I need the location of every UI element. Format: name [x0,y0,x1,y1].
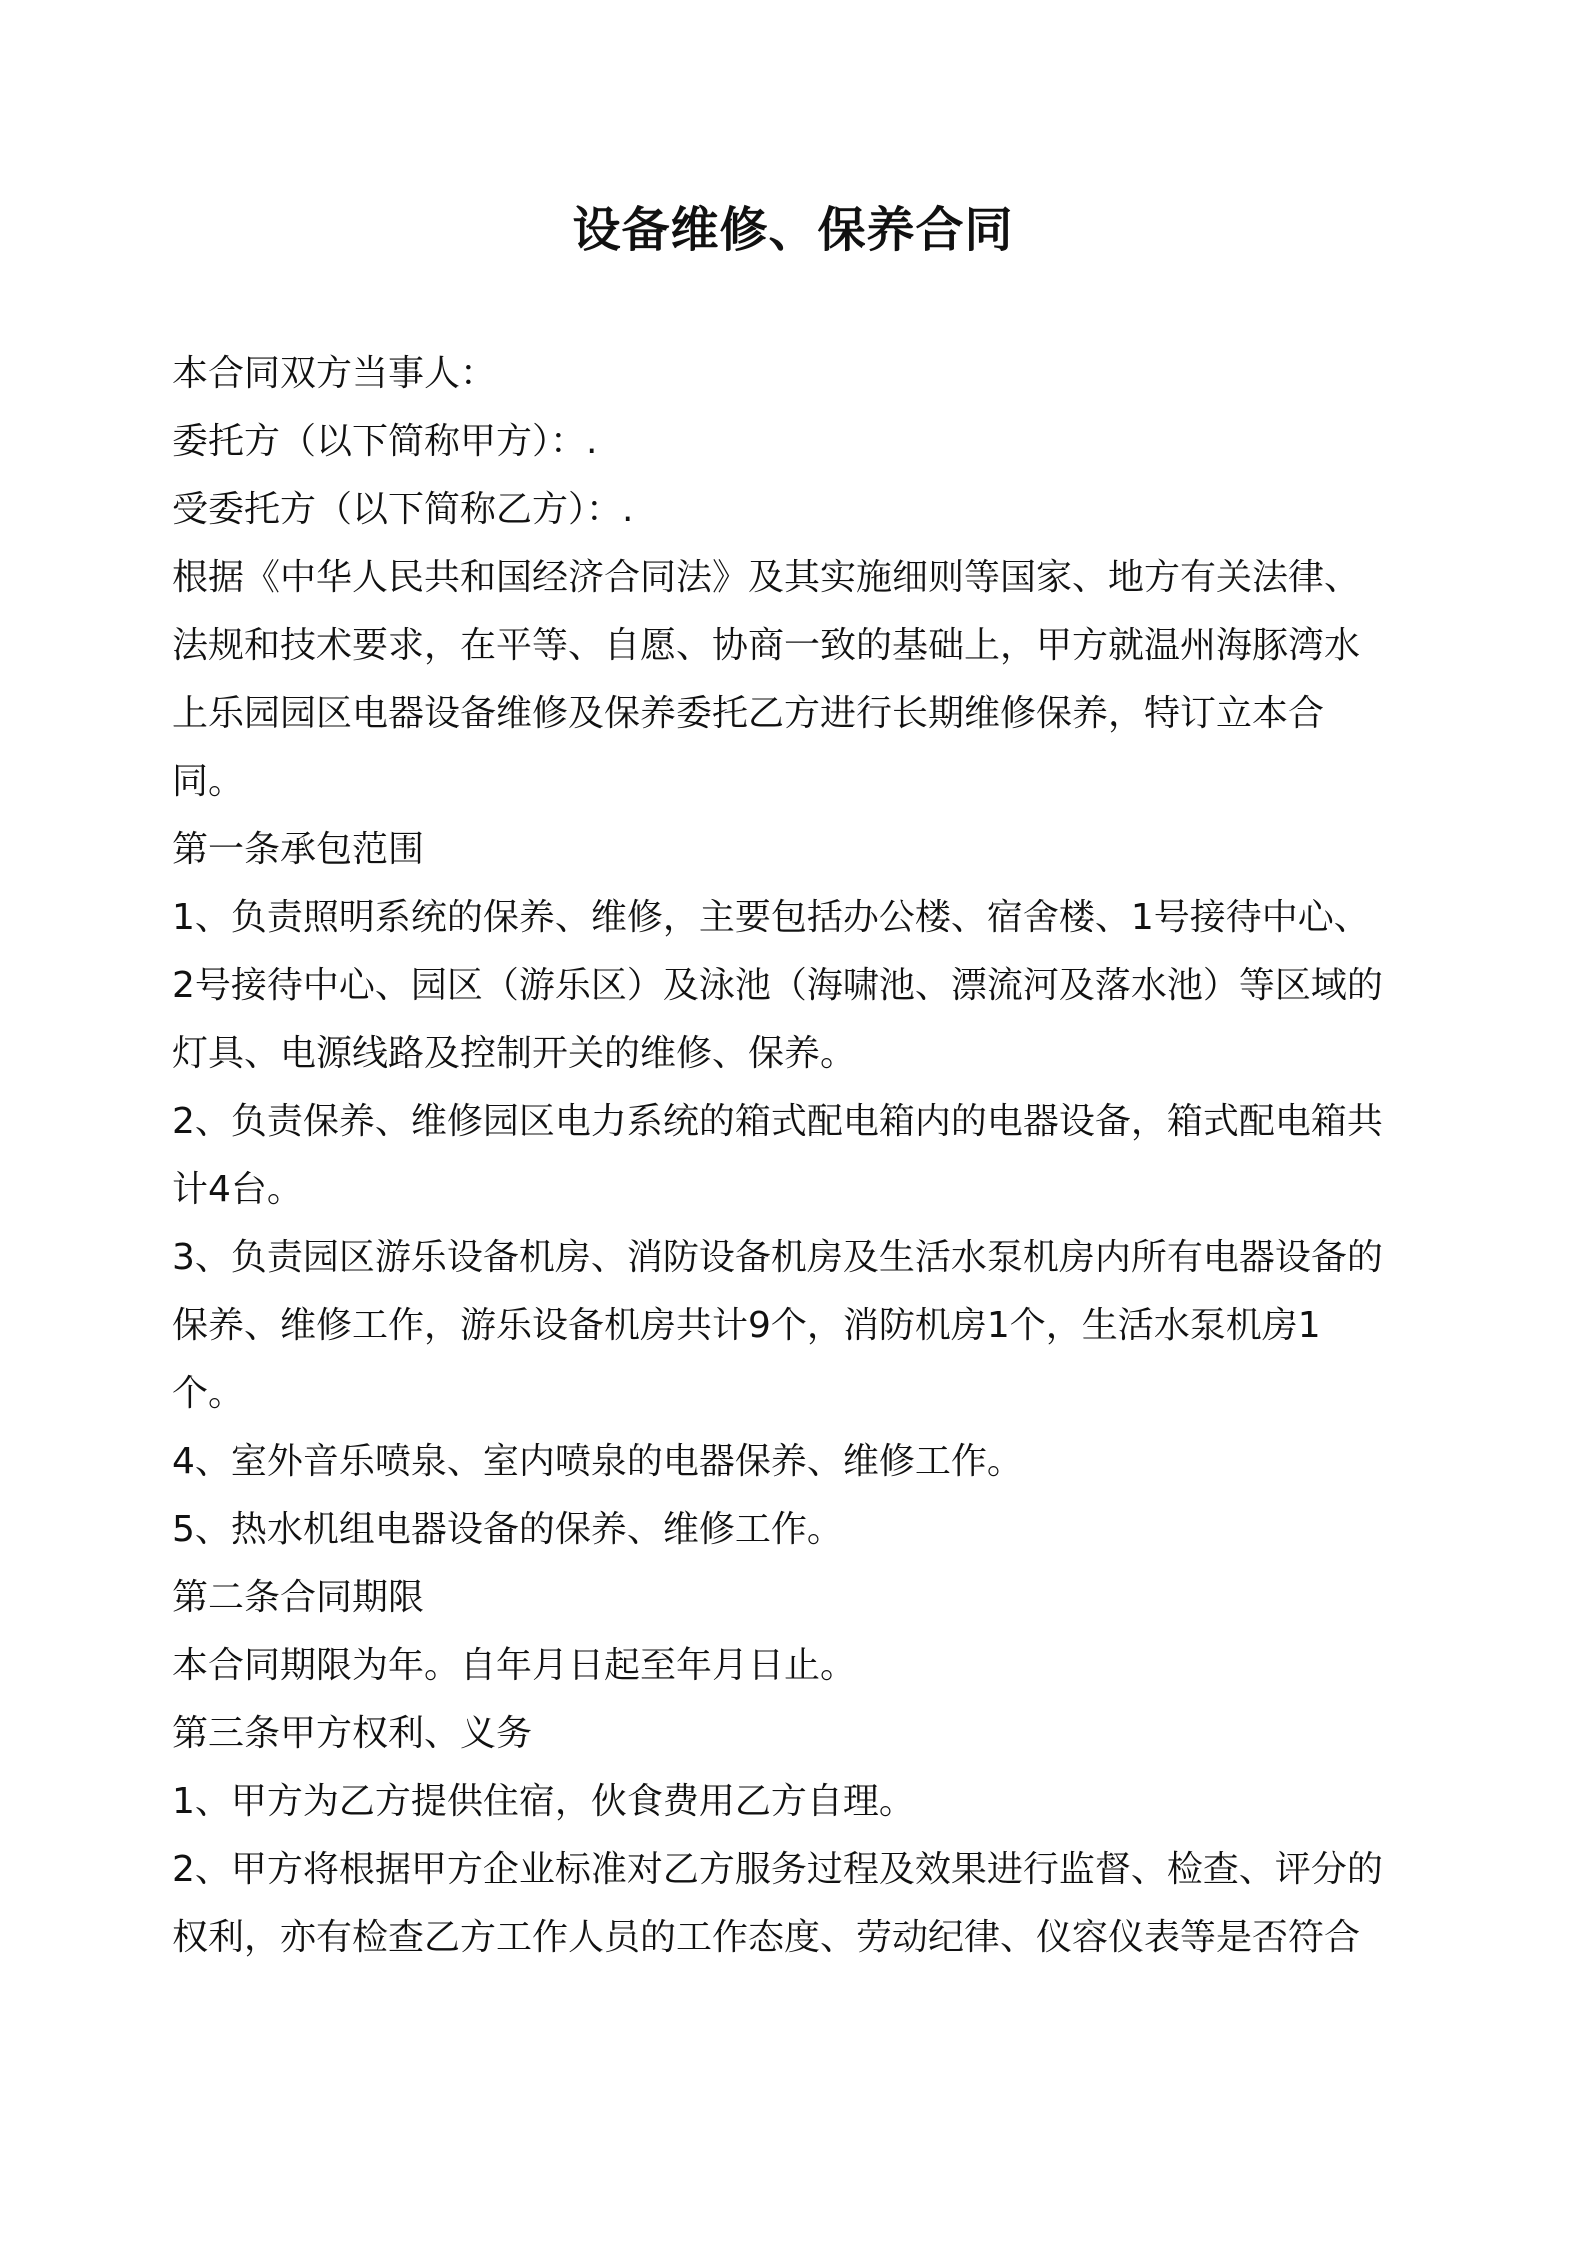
text-line: 委托方（以下简称甲方）：. [172,421,598,462]
text-line: 3、负责园区游乐设备机房、消防设备机房及生活水泵机房内所有电器设备的 [172,1237,1383,1278]
section-heading: 第二条合同期限 [172,1577,425,1618]
text-line: 1、甲方为乙方提供住宿，伙食费用乙方自理。 [172,1781,915,1822]
text-line: 4、室外音乐喷泉、室内喷泉的电器保养、维修工作。 [172,1441,1023,1482]
text-line: 计4台。 [172,1169,303,1210]
text-line: 个。 [172,1373,245,1414]
section-heading: 第一条承包范围 [172,829,425,870]
text-line: 2、负责保养、维修园区电力系统的箱式配电箱内的电器设备，箱式配电箱共 [172,1101,1383,1142]
text-line: 权利，亦有检查乙方工作人员的工作态度、劳动纪律、仪容仪表等是否符合 [172,1917,1361,1958]
text-line: 1、负责照明系统的保养、维修，主要包括办公楼、宿舍楼、1号接待中心、 [172,897,1370,938]
text-line: 本合同双方当事人： [172,353,497,394]
text-line: 灯具、电源线路及控制开关的维修、保养。 [172,1033,857,1074]
text-line: 根据《中华人民共和国经济合同法》及其实施细则等国家、地方有关法律、 [172,557,1361,598]
text-line: 受委托方（以下简称乙方）：. [172,489,634,530]
text-line: 上乐园园区电器设备维修及保养委托乙方进行长期维修保养，特订立本合 [172,693,1325,734]
document-body [172,340,1444,1972]
document-title: 设备维修、保养合同 [572,202,1014,258]
text-line: 法规和技术要求，在平等、自愿、协商一致的基础上，甲方就温州海豚湾水 [172,625,1361,666]
text-line: 2号接待中心、园区（游乐区）及泳池（海啸池、漂流河及落水池）等区域的 [172,965,1383,1006]
text-line: 保养、维修工作，游乐设备机房共计9个，消防机房1个，生活水泵机房1 [172,1305,1321,1346]
text-line: 2、甲方将根据甲方企业标准对乙方服务过程及效果进行监督、检查、评分的 [172,1849,1383,1890]
text-line: 5、热水机组电器设备的保养、维修工作。 [172,1509,843,1550]
text-line: 本合同期限为年。自年月日起至年月日止。 [172,1645,857,1686]
section-heading: 第三条甲方权利、义务 [172,1713,533,1754]
text-line: 同。 [172,761,245,802]
